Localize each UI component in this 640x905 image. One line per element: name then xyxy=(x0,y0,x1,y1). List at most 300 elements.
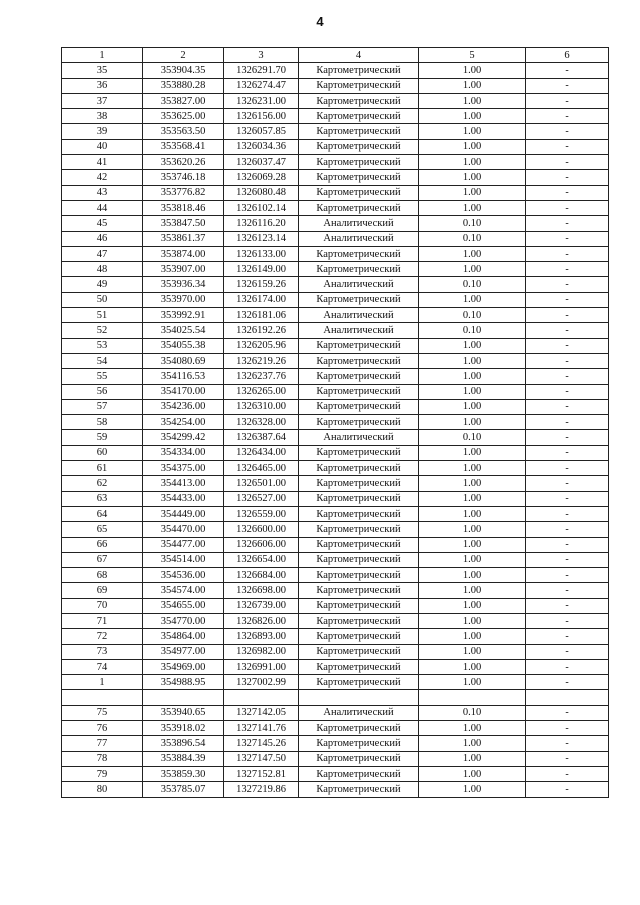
x-coordinate-cell: 353874.00 xyxy=(143,246,224,261)
x-coordinate-cell: 354413.00 xyxy=(143,476,224,491)
accuracy-cell: 1.00 xyxy=(419,399,526,414)
method-cell: Картометрический xyxy=(299,552,419,567)
y-coordinate-cell: 1326057.85 xyxy=(224,124,299,139)
table-row xyxy=(62,568,609,583)
y-coordinate-cell: 1327152.81 xyxy=(224,766,299,781)
x-coordinate-cell: 353992.91 xyxy=(143,308,224,323)
table-body xyxy=(62,63,609,797)
accuracy-cell: 1.00 xyxy=(419,155,526,170)
table-row xyxy=(62,751,609,766)
method-cell: Аналитический xyxy=(299,430,419,445)
table-row xyxy=(62,262,609,277)
note-cell: - xyxy=(526,675,609,690)
note-cell: - xyxy=(526,629,609,644)
accuracy-cell: 1.00 xyxy=(419,369,526,384)
table-row xyxy=(62,705,609,720)
x-coordinate-cell: 354977.00 xyxy=(143,644,224,659)
method-cell: Картометрический xyxy=(299,491,419,506)
x-coordinate-cell: 353818.46 xyxy=(143,200,224,215)
accuracy-cell: 1.00 xyxy=(419,445,526,460)
accuracy-cell: 1.00 xyxy=(419,598,526,613)
note-cell: - xyxy=(526,736,609,751)
method-cell: Аналитический xyxy=(299,308,419,323)
y-coordinate-cell: 1326123.14 xyxy=(224,231,299,246)
point-number-cell: 44 xyxy=(62,200,143,215)
x-coordinate-cell: 353904.35 xyxy=(143,63,224,78)
table-row xyxy=(62,277,609,292)
point-number-cell: 77 xyxy=(62,736,143,751)
point-number-cell: 37 xyxy=(62,93,143,108)
point-number-cell: 39 xyxy=(62,124,143,139)
y-coordinate-cell: 1327145.26 xyxy=(224,736,299,751)
y-coordinate-cell: 1326991.00 xyxy=(224,659,299,674)
table-row xyxy=(62,644,609,659)
method-cell: Аналитический xyxy=(299,323,419,338)
x-coordinate-cell: 354770.00 xyxy=(143,613,224,628)
table-row xyxy=(62,782,609,797)
point-number-cell: 79 xyxy=(62,766,143,781)
note-cell: - xyxy=(526,262,609,277)
table-row xyxy=(62,231,609,246)
y-coordinate-cell: 1326600.00 xyxy=(224,522,299,537)
method-cell: Картометрический xyxy=(299,185,419,200)
table-row xyxy=(62,124,609,139)
method-cell: Картометрический xyxy=(299,338,419,353)
point-number-cell: 78 xyxy=(62,751,143,766)
point-number-cell: 70 xyxy=(62,598,143,613)
note-cell: - xyxy=(526,522,609,537)
table-row xyxy=(62,552,609,567)
table-row xyxy=(62,736,609,751)
method-cell: Картометрический xyxy=(299,644,419,659)
method-cell: Картометрический xyxy=(299,384,419,399)
note-cell: - xyxy=(526,277,609,292)
y-coordinate-cell: 1327147.50 xyxy=(224,751,299,766)
column-header-6: 6 xyxy=(526,48,609,63)
table-row xyxy=(62,613,609,628)
y-coordinate-cell: 1326559.00 xyxy=(224,506,299,521)
x-coordinate-cell: 354375.00 xyxy=(143,461,224,476)
accuracy-cell: 1.00 xyxy=(419,384,526,399)
accuracy-cell: 1.00 xyxy=(419,736,526,751)
point-number-cell: 74 xyxy=(62,659,143,674)
note-cell: - xyxy=(526,93,609,108)
point-number-cell: 55 xyxy=(62,369,143,384)
column-header-5: 5 xyxy=(419,48,526,63)
accuracy-cell: 1.00 xyxy=(419,262,526,277)
x-coordinate-cell: 353940.65 xyxy=(143,705,224,720)
y-coordinate-cell: 1326159.26 xyxy=(224,277,299,292)
x-coordinate-cell: 353859.30 xyxy=(143,766,224,781)
accuracy-cell: 1.00 xyxy=(419,93,526,108)
method-cell: Картометрический xyxy=(299,506,419,521)
y-coordinate-cell: 1326037.47 xyxy=(224,155,299,170)
note-cell: - xyxy=(526,598,609,613)
point-number-cell: 73 xyxy=(62,644,143,659)
accuracy-cell: 0.10 xyxy=(419,216,526,231)
y-coordinate-cell: 1326181.06 xyxy=(224,308,299,323)
x-coordinate-cell: 354080.69 xyxy=(143,353,224,368)
note-cell: - xyxy=(526,216,609,231)
x-coordinate-cell: 354116.53 xyxy=(143,369,224,384)
y-coordinate-cell: 1326133.00 xyxy=(224,246,299,261)
table-row xyxy=(62,323,609,338)
accuracy-cell: 1.00 xyxy=(419,415,526,430)
page-number: 4 xyxy=(316,14,324,29)
note-cell: - xyxy=(526,323,609,338)
point-number-cell: 1 xyxy=(62,675,143,690)
point-number-cell: 47 xyxy=(62,246,143,261)
point-number-cell: 41 xyxy=(62,155,143,170)
note-cell: - xyxy=(526,613,609,628)
y-coordinate-cell: 1326156.00 xyxy=(224,109,299,124)
table-row xyxy=(62,721,609,736)
accuracy-cell: 1.00 xyxy=(419,782,526,797)
y-coordinate-cell: 1326237.76 xyxy=(224,369,299,384)
method-cell: Картометрический xyxy=(299,675,419,690)
method-cell: Картометрический xyxy=(299,369,419,384)
column-header-2: 2 xyxy=(143,48,224,63)
y-coordinate-cell: 1326982.00 xyxy=(224,644,299,659)
table-row xyxy=(62,476,609,491)
y-coordinate-cell: 1326291.70 xyxy=(224,63,299,78)
method-cell: Картометрический xyxy=(299,751,419,766)
table-row xyxy=(62,384,609,399)
table-row xyxy=(62,93,609,108)
x-coordinate-cell: 354334.00 xyxy=(143,445,224,460)
point-number-cell: 45 xyxy=(62,216,143,231)
y-coordinate-cell: 1326654.00 xyxy=(224,552,299,567)
method-cell: Картометрический xyxy=(299,659,419,674)
note-cell: - xyxy=(526,430,609,445)
x-coordinate-cell xyxy=(143,690,224,705)
y-coordinate-cell: 1326501.00 xyxy=(224,476,299,491)
point-number-cell: 57 xyxy=(62,399,143,414)
x-coordinate-cell: 354299.42 xyxy=(143,430,224,445)
method-cell: Картометрический xyxy=(299,721,419,736)
table-row xyxy=(62,200,609,215)
x-coordinate-cell: 353861.37 xyxy=(143,231,224,246)
table-header xyxy=(62,48,609,63)
accuracy-cell: 1.00 xyxy=(419,491,526,506)
x-coordinate-cell: 354170.00 xyxy=(143,384,224,399)
note-cell: - xyxy=(526,185,609,200)
point-number-cell: 48 xyxy=(62,262,143,277)
y-coordinate-cell: 1326174.00 xyxy=(224,292,299,307)
x-coordinate-cell: 353620.26 xyxy=(143,155,224,170)
note-cell: - xyxy=(526,338,609,353)
y-coordinate-cell: 1326192.26 xyxy=(224,323,299,338)
point-number-cell: 71 xyxy=(62,613,143,628)
table-row xyxy=(62,308,609,323)
note-cell: - xyxy=(526,537,609,552)
method-cell: Картометрический xyxy=(299,445,419,460)
point-number-cell: 69 xyxy=(62,583,143,598)
method-cell: Картометрический xyxy=(299,629,419,644)
point-number-cell: 62 xyxy=(62,476,143,491)
accuracy-cell: 1.00 xyxy=(419,644,526,659)
table-row xyxy=(62,690,609,705)
table-row xyxy=(62,629,609,644)
y-coordinate-cell: 1326102.14 xyxy=(224,200,299,215)
table-row xyxy=(62,445,609,460)
accuracy-cell: 1.00 xyxy=(419,659,526,674)
accuracy-cell: 1.00 xyxy=(419,721,526,736)
accuracy-cell: 0.10 xyxy=(419,705,526,720)
column-header-4: 4 xyxy=(299,48,419,63)
table-row xyxy=(62,246,609,261)
x-coordinate-cell: 354969.00 xyxy=(143,659,224,674)
x-coordinate-cell: 353746.18 xyxy=(143,170,224,185)
y-coordinate-cell: 1326069.28 xyxy=(224,170,299,185)
point-number-cell: 50 xyxy=(62,292,143,307)
note-cell: - xyxy=(526,782,609,797)
x-coordinate-cell: 354864.00 xyxy=(143,629,224,644)
note-cell: - xyxy=(526,583,609,598)
accuracy-cell: 1.00 xyxy=(419,476,526,491)
accuracy-cell: 0.10 xyxy=(419,308,526,323)
table-row xyxy=(62,170,609,185)
accuracy-cell: 1.00 xyxy=(419,78,526,93)
method-cell: Картометрический xyxy=(299,476,419,491)
y-coordinate-cell: 1326034.36 xyxy=(224,139,299,154)
note-cell: - xyxy=(526,369,609,384)
method-cell: Картометрический xyxy=(299,583,419,598)
x-coordinate-cell: 354254.00 xyxy=(143,415,224,430)
y-coordinate-cell: 1326739.00 xyxy=(224,598,299,613)
method-cell: Картометрический xyxy=(299,155,419,170)
accuracy-cell: 1.00 xyxy=(419,109,526,124)
table-row xyxy=(62,537,609,552)
x-coordinate-cell: 353907.00 xyxy=(143,262,224,277)
y-coordinate-cell: 1326606.00 xyxy=(224,537,299,552)
y-coordinate-cell: 1326434.00 xyxy=(224,445,299,460)
accuracy-cell: 1.00 xyxy=(419,629,526,644)
table-row xyxy=(62,216,609,231)
method-cell xyxy=(299,690,419,705)
y-coordinate-cell: 1327002.99 xyxy=(224,675,299,690)
method-cell: Картометрический xyxy=(299,598,419,613)
y-coordinate-cell: 1326116.20 xyxy=(224,216,299,231)
accuracy-cell: 1.00 xyxy=(419,552,526,567)
method-cell: Аналитический xyxy=(299,705,419,720)
y-coordinate-cell: 1326231.00 xyxy=(224,93,299,108)
note-cell: - xyxy=(526,170,609,185)
accuracy-cell: 1.00 xyxy=(419,185,526,200)
note-cell: - xyxy=(526,751,609,766)
table-row xyxy=(62,598,609,613)
accuracy-cell: 1.00 xyxy=(419,461,526,476)
point-number-cell: 68 xyxy=(62,568,143,583)
method-cell: Картометрический xyxy=(299,522,419,537)
table-row xyxy=(62,506,609,521)
method-cell: Картометрический xyxy=(299,246,419,261)
x-coordinate-cell: 354574.00 xyxy=(143,583,224,598)
point-number-cell: 59 xyxy=(62,430,143,445)
x-coordinate-cell: 353563.50 xyxy=(143,124,224,139)
table-row xyxy=(62,292,609,307)
method-cell: Картометрический xyxy=(299,200,419,215)
column-header-3: 3 xyxy=(224,48,299,63)
point-number-cell: 67 xyxy=(62,552,143,567)
y-coordinate-cell: 1326205.96 xyxy=(224,338,299,353)
accuracy-cell: 1.00 xyxy=(419,139,526,154)
point-number-cell: 75 xyxy=(62,705,143,720)
table-row xyxy=(62,766,609,781)
x-coordinate-cell: 353896.54 xyxy=(143,736,224,751)
point-number-cell: 63 xyxy=(62,491,143,506)
note-cell: - xyxy=(526,568,609,583)
note-cell: - xyxy=(526,552,609,567)
x-coordinate-cell: 354449.00 xyxy=(143,506,224,521)
note-cell: - xyxy=(526,124,609,139)
coordinates-table xyxy=(61,47,609,798)
y-coordinate-cell: 1326328.00 xyxy=(224,415,299,430)
table-row xyxy=(62,430,609,445)
note-cell: - xyxy=(526,308,609,323)
note-cell: - xyxy=(526,644,609,659)
accuracy-cell: 1.00 xyxy=(419,675,526,690)
x-coordinate-cell: 354236.00 xyxy=(143,399,224,414)
note-cell: - xyxy=(526,721,609,736)
point-number-cell: 43 xyxy=(62,185,143,200)
accuracy-cell: 1.00 xyxy=(419,200,526,215)
x-coordinate-cell: 353880.28 xyxy=(143,78,224,93)
x-coordinate-cell: 354536.00 xyxy=(143,568,224,583)
accuracy-cell: 0.10 xyxy=(419,277,526,292)
y-coordinate-cell: 1326698.00 xyxy=(224,583,299,598)
y-coordinate-cell: 1326080.48 xyxy=(224,185,299,200)
note-cell: - xyxy=(526,415,609,430)
y-coordinate-cell: 1327141.76 xyxy=(224,721,299,736)
y-coordinate-cell: 1326219.26 xyxy=(224,353,299,368)
table-row xyxy=(62,185,609,200)
note-cell: - xyxy=(526,139,609,154)
x-coordinate-cell: 354514.00 xyxy=(143,552,224,567)
table-row xyxy=(62,78,609,93)
note-cell xyxy=(526,690,609,705)
point-number-cell: 53 xyxy=(62,338,143,353)
accuracy-cell: 1.00 xyxy=(419,170,526,185)
note-cell: - xyxy=(526,292,609,307)
x-coordinate-cell: 354433.00 xyxy=(143,491,224,506)
x-coordinate-cell: 353936.34 xyxy=(143,277,224,292)
x-coordinate-cell: 353785.07 xyxy=(143,782,224,797)
table-row xyxy=(62,583,609,598)
method-cell: Картометрический xyxy=(299,124,419,139)
method-cell: Картометрический xyxy=(299,262,419,277)
x-coordinate-cell: 353776.82 xyxy=(143,185,224,200)
table-row xyxy=(62,522,609,537)
y-coordinate-cell: 1326310.00 xyxy=(224,399,299,414)
note-cell: - xyxy=(526,155,609,170)
table-row xyxy=(62,399,609,414)
table-row xyxy=(62,659,609,674)
method-cell: Картометрический xyxy=(299,415,419,430)
method-cell: Картометрический xyxy=(299,568,419,583)
point-number-cell: 51 xyxy=(62,308,143,323)
note-cell: - xyxy=(526,506,609,521)
note-cell: - xyxy=(526,476,609,491)
point-number-cell: 60 xyxy=(62,445,143,460)
accuracy-cell: 0.10 xyxy=(419,430,526,445)
y-coordinate-cell: 1326826.00 xyxy=(224,613,299,628)
point-number-cell: 64 xyxy=(62,506,143,521)
x-coordinate-cell: 354470.00 xyxy=(143,522,224,537)
x-coordinate-cell: 353625.00 xyxy=(143,109,224,124)
accuracy-cell: 0.10 xyxy=(419,323,526,338)
accuracy-cell: 0.10 xyxy=(419,231,526,246)
accuracy-cell: 1.00 xyxy=(419,537,526,552)
method-cell: Картометрический xyxy=(299,109,419,124)
point-number-cell: 35 xyxy=(62,63,143,78)
accuracy-cell: 1.00 xyxy=(419,353,526,368)
x-coordinate-cell: 353884.39 xyxy=(143,751,224,766)
method-cell: Картометрический xyxy=(299,353,419,368)
y-coordinate-cell xyxy=(224,690,299,705)
method-cell: Картометрический xyxy=(299,93,419,108)
point-number-cell: 58 xyxy=(62,415,143,430)
table-row xyxy=(62,109,609,124)
point-number-cell: 76 xyxy=(62,721,143,736)
method-cell: Картометрический xyxy=(299,78,419,93)
method-cell: Картометрический xyxy=(299,399,419,414)
accuracy-cell: 1.00 xyxy=(419,613,526,628)
point-number-cell: 52 xyxy=(62,323,143,338)
accuracy-cell: 1.00 xyxy=(419,583,526,598)
x-coordinate-cell: 353918.02 xyxy=(143,721,224,736)
column-header-1: 1 xyxy=(62,48,143,63)
method-cell: Аналитический xyxy=(299,277,419,292)
table-row xyxy=(62,338,609,353)
method-cell: Картометрический xyxy=(299,736,419,751)
note-cell: - xyxy=(526,78,609,93)
y-coordinate-cell: 1326274.47 xyxy=(224,78,299,93)
note-cell: - xyxy=(526,200,609,215)
point-number-cell: 56 xyxy=(62,384,143,399)
point-number-cell: 46 xyxy=(62,231,143,246)
point-number-cell: 80 xyxy=(62,782,143,797)
x-coordinate-cell: 353847.50 xyxy=(143,216,224,231)
note-cell: - xyxy=(526,766,609,781)
x-coordinate-cell: 354055.38 xyxy=(143,338,224,353)
point-number-cell: 49 xyxy=(62,277,143,292)
point-number-cell: 66 xyxy=(62,537,143,552)
method-cell: Картометрический xyxy=(299,613,419,628)
note-cell: - xyxy=(526,461,609,476)
table-row xyxy=(62,461,609,476)
note-cell: - xyxy=(526,491,609,506)
table-row xyxy=(62,369,609,384)
point-number-cell: 54 xyxy=(62,353,143,368)
header-row xyxy=(62,48,609,63)
note-cell: - xyxy=(526,399,609,414)
table-row xyxy=(62,155,609,170)
accuracy-cell: 1.00 xyxy=(419,246,526,261)
accuracy-cell: 1.00 xyxy=(419,292,526,307)
method-cell: Картометрический xyxy=(299,139,419,154)
point-number-cell: 72 xyxy=(62,629,143,644)
method-cell: Картометрический xyxy=(299,766,419,781)
point-number-cell: 40 xyxy=(62,139,143,154)
note-cell: - xyxy=(526,231,609,246)
x-coordinate-cell: 353970.00 xyxy=(143,292,224,307)
point-number-cell: 36 xyxy=(62,78,143,93)
y-coordinate-cell: 1326893.00 xyxy=(224,629,299,644)
note-cell: - xyxy=(526,246,609,261)
x-coordinate-cell: 353827.00 xyxy=(143,93,224,108)
table-row xyxy=(62,491,609,506)
